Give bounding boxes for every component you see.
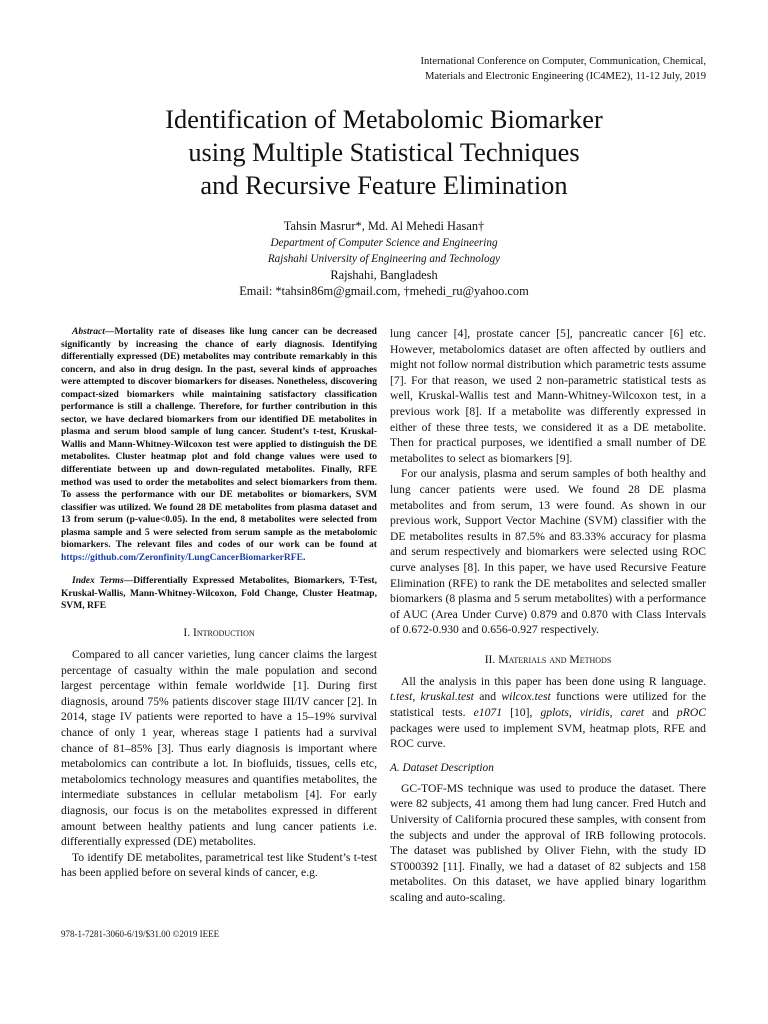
fn-kruskal: kruskal.test [420, 690, 474, 704]
paper-title [0, 103, 768, 202]
abstract-label: Abstract [72, 326, 105, 337]
intro-paragraph-2: To identify DE metabolites, parametrical test like Student’s t-test has been applied before on several kinds of cancer, e.g. [61, 850, 377, 880]
index-terms-text: —Differentially Expressed Metabolites, Biomarkers, T-Test, Kruskal-Wallis, Mann-Whitney-Wilcoxon, Fold Change, Cluster Heatmap, SVM, RFE [61, 575, 377, 612]
methods-text: and [473, 690, 502, 704]
department: Department of Computer Science and Engineering [270, 237, 498, 249]
author-names: Tahsin Masrur*, Md. Al Mehedi Hasan† [283, 219, 485, 233]
copyright-footer: 978-1-7281-3060-6/19/$31.00 ©2019 IEEE [61, 929, 220, 939]
fn-wilcox: wilcox.test [501, 690, 551, 704]
methods-paragraph-1 [390, 674, 706, 752]
title-line-3: and Recursive Feature Elimination [200, 170, 568, 200]
email-line: Email: *tahsin86m@gmail.com, †mehedi_ru@yahoo.com [239, 284, 529, 298]
methods-heading: II. Materials and Methods [484, 652, 612, 666]
abstract [61, 326, 377, 564]
methods-text: and [644, 706, 677, 720]
methods-text: packages were used to implement SVM, heatmap plots, RFE and ROC curve. [390, 721, 706, 751]
fn-ttest: t.test [390, 690, 413, 704]
intro-paragraph-3: For our analysis, plasma and serum samples of both healthy and lung cancer patients were used. We found 28 DE plasma metabolites and from serum, 13 were found. As shown in our previous work, Support Vector Machine (SVM) classifier with the DE metabolites results in 87.5% and 83.33% accuracy for plasma and serum respectively and biomarkers were selected using ROC curve analyses [8]. In this paper, we have used Recursive Feature Elimination (RFE) to rank the DE metabolites and selected smaller biomarkers (8 plasma and 5 serum metabolites) with a performance of AUC (Area Under Curve) 0.879 and 0.870 with Class Intervals of 0.672-0.930 and 0.656-0.927 respectively. [390, 467, 706, 637]
title-line-1: Identification of Metabolomic Biomarker [165, 104, 603, 134]
author-block [0, 218, 768, 299]
index-terms [61, 575, 377, 613]
github-link[interactable]: https://github.com/Zeronfinity/LungCancerBiomarkerRFE [61, 551, 303, 563]
title-line-2: using Multiple Statistical Techniques [188, 137, 580, 167]
pkg-e1071: e1071 [473, 706, 503, 720]
pkg-gplots: gplots [540, 706, 569, 720]
methods-text: , [568, 706, 580, 720]
conference-line-1: International Conference on Computer, Communication, Chemical, [420, 56, 706, 67]
methods-text: All the analysis in this paper has been done using R language. [401, 674, 706, 688]
right-column [390, 326, 706, 906]
university: Rajshahi University of Engineering and Technology [267, 253, 501, 265]
pkg-caret: caret [620, 706, 645, 720]
conference-header [286, 54, 706, 84]
methods-text: [10], [502, 706, 541, 720]
index-terms-label: Index Terms [72, 575, 124, 587]
methods-text: , [609, 706, 621, 720]
dataset-subheading: A. Dataset Description [390, 761, 494, 774]
conference-line-2: Materials and Electronic Engineering (IC4ME2), 11-12 July, 2019 [424, 71, 706, 82]
abstract-end: . [302, 551, 306, 563]
abstract-text: —Mortality rate of diseases like lung cancer can be decreased significantly by increasing the chance of early diagnosis. Identifying differentially expressed (DE) metabolites may contribute remarkably in this concern, and also in drug design. In the past, several kinds of approaches were attempted to discover biomarkers for diseases. Nonetheless, discovering compact-sized biomarkers while maintaining satisfactory classification performance is still a challenge. Therefore, for further contribution in this sector, we have declared biomarkers from our identified DE metabolites in plasma and serum blood sample of lung cancer. Student’s t-test, Kruskal-Wallis and Mann-Whitney-Wilcoxon test were applied to distinguish the DE metabolites. Cluster heatmap plot and fold change values were used to differentiate between up and down-regulated metabolites. Finally, RFE method was used to order the metabolites and select biomarkers from them. To assess the performance with our DE metabolites or biomarkers, SVM classifier was utilized. We found 28 DE metabolites from plasma dataset and 13 from serum (p-value<0.05). In the end, 8 metabolites were selected from plasma sample and 5 were selected from serum sample as the metabolomic biomarkers. The relevant files and codes of our work can be found at [61, 326, 377, 551]
intro-paragraph-2-continued: lung cancer [4], prostate cancer [5], pancreatic cancer [6] etc. However, metabolomics dataset are often affected by outliers and might not follow normal distribution which parametric tests assume [7]. For that reason, we used 2 non-parametric statistical tests as well, Kruskal-Wallis test and Mann-Whitney-Wilcoxon test, in a previous work [8]. If a metabolite was differently expressed in either of these three tests, we considered it as a DE metabolite. Then for practical purposes, we identified a small number of DE metabolites to select as biomarkers [9]. [390, 327, 706, 465]
left-column [61, 326, 377, 881]
pkg-viridis: viridis [579, 706, 610, 720]
intro-paragraph-1: Compared to all cancer varieties, lung cancer claims the largest percentage of casualty within the male population and second largest percentage within female worldwide [1]. During first diagnosis, around 75% patients discover stage III/IV cancer [2]. In 2014, stage IV patients were reported to have a 15–19% survival chance of only 1 year, whereas stage I patients had a survival chance of 81–85% [3]. Thus early diagnosis is important where metabolomics can contribute a lot. In biofluids, tissues, cells etc, metabolomics technology measures and quantifies metabolites, the intermediate substances in cellular metabolism [4]. For early diagnosis, our focus is on the metabolites expressed in different amount between healthy patients and lung cancer patients i.e. differentially expressed (DE) metabolites. [61, 648, 377, 849]
intro-heading: I. Introduction [183, 626, 255, 640]
dataset-paragraph: GC-TOF-MS technique was used to produce the dataset. There were 82 subjects, 41 among them had lung cancer. Fred Hutch and University of California procured these samples, with consent from the subjects and under the approval of IRB following protocols. The dataset was published by Oliver Fiehn, with the study ID ST000392 [11]. Finally, we had a dataset of 82 subjects and 158 metabolites. On this dataset, we have applied binary logarithm scaling and auto-scaling. [390, 781, 706, 904]
methods-text: functions were utilized for the statistical tests. [390, 690, 706, 720]
location: Rajshahi, Bangladesh [330, 268, 438, 282]
pkg-proc: pROC [676, 706, 706, 720]
methods-text: , [412, 690, 421, 704]
